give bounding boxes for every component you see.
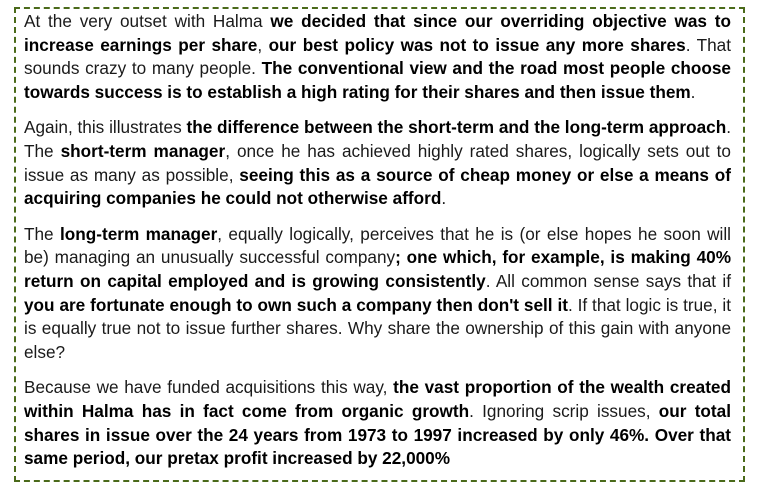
- text-run: , equally logically, perceives that he is (or else hopes he soon will be) managing an unusually successful company: [24, 223, 732, 268]
- text-run: . All common sense says that if: [485, 270, 731, 291]
- bold-run: ; one which, for example, is making 40% return on capital employed and is growing consistently: [24, 247, 731, 291]
- quote-box: [14, 7, 745, 482]
- paragraph-1: [24, 10, 731, 104]
- bold-run: short-term manager: [60, 140, 226, 161]
- text-run: Again, this illustrates: [24, 117, 187, 138]
- bold-run: our total shares in issue over the 24 years from 1973 to 1997 increased by only 46%. Over that same period, our pretax profit increased by 22,000%: [24, 400, 731, 469]
- bold-run: you are fortunate enough to own such a company then don't sell it: [24, 294, 568, 315]
- text-run: ,: [257, 34, 269, 55]
- text-run: . That sounds crazy to many people.: [24, 34, 731, 79]
- text-run: . Ignoring scrip issues,: [469, 400, 659, 421]
- text-run: Because we have funded acquisitions this way,: [24, 377, 394, 398]
- paragraph-4: [24, 376, 731, 470]
- text-run: .: [690, 81, 696, 102]
- bold-run: long-term manager: [60, 223, 218, 244]
- bold-run: the difference between the short-term and the long-term approach: [186, 117, 727, 138]
- text-run: At the very outset with Halma: [24, 11, 271, 31]
- bold-run: our best policy was not to issue any more shares: [268, 34, 686, 55]
- bold-run: seeing this as a source of cheap money or else a means of acquiring companies he could not otherwise afford: [24, 164, 731, 209]
- paragraph-2: [24, 116, 731, 210]
- text-run: . The: [24, 117, 731, 161]
- text-run: The: [24, 223, 60, 244]
- text-run: .: [441, 188, 447, 209]
- paragraph-3: [24, 223, 731, 365]
- bold-run: The conventional view and the road most people choose towards success is to establish a high rating for their shares and then issue them: [24, 58, 731, 102]
- text-run: . If that logic is true, it is equally true not to issue further shares. Why share the ownership of this gain with anyone else?: [24, 294, 731, 362]
- bold-run: the vast proportion of the wealth created within Halma has in fact come from organic growth: [24, 377, 731, 421]
- text-run: , once he has achieved highly rated shares, logically sets out to issue as many as possible,: [24, 140, 731, 185]
- bold-run: we decided that since our overriding objective was to increase earnings per share: [24, 11, 731, 55]
